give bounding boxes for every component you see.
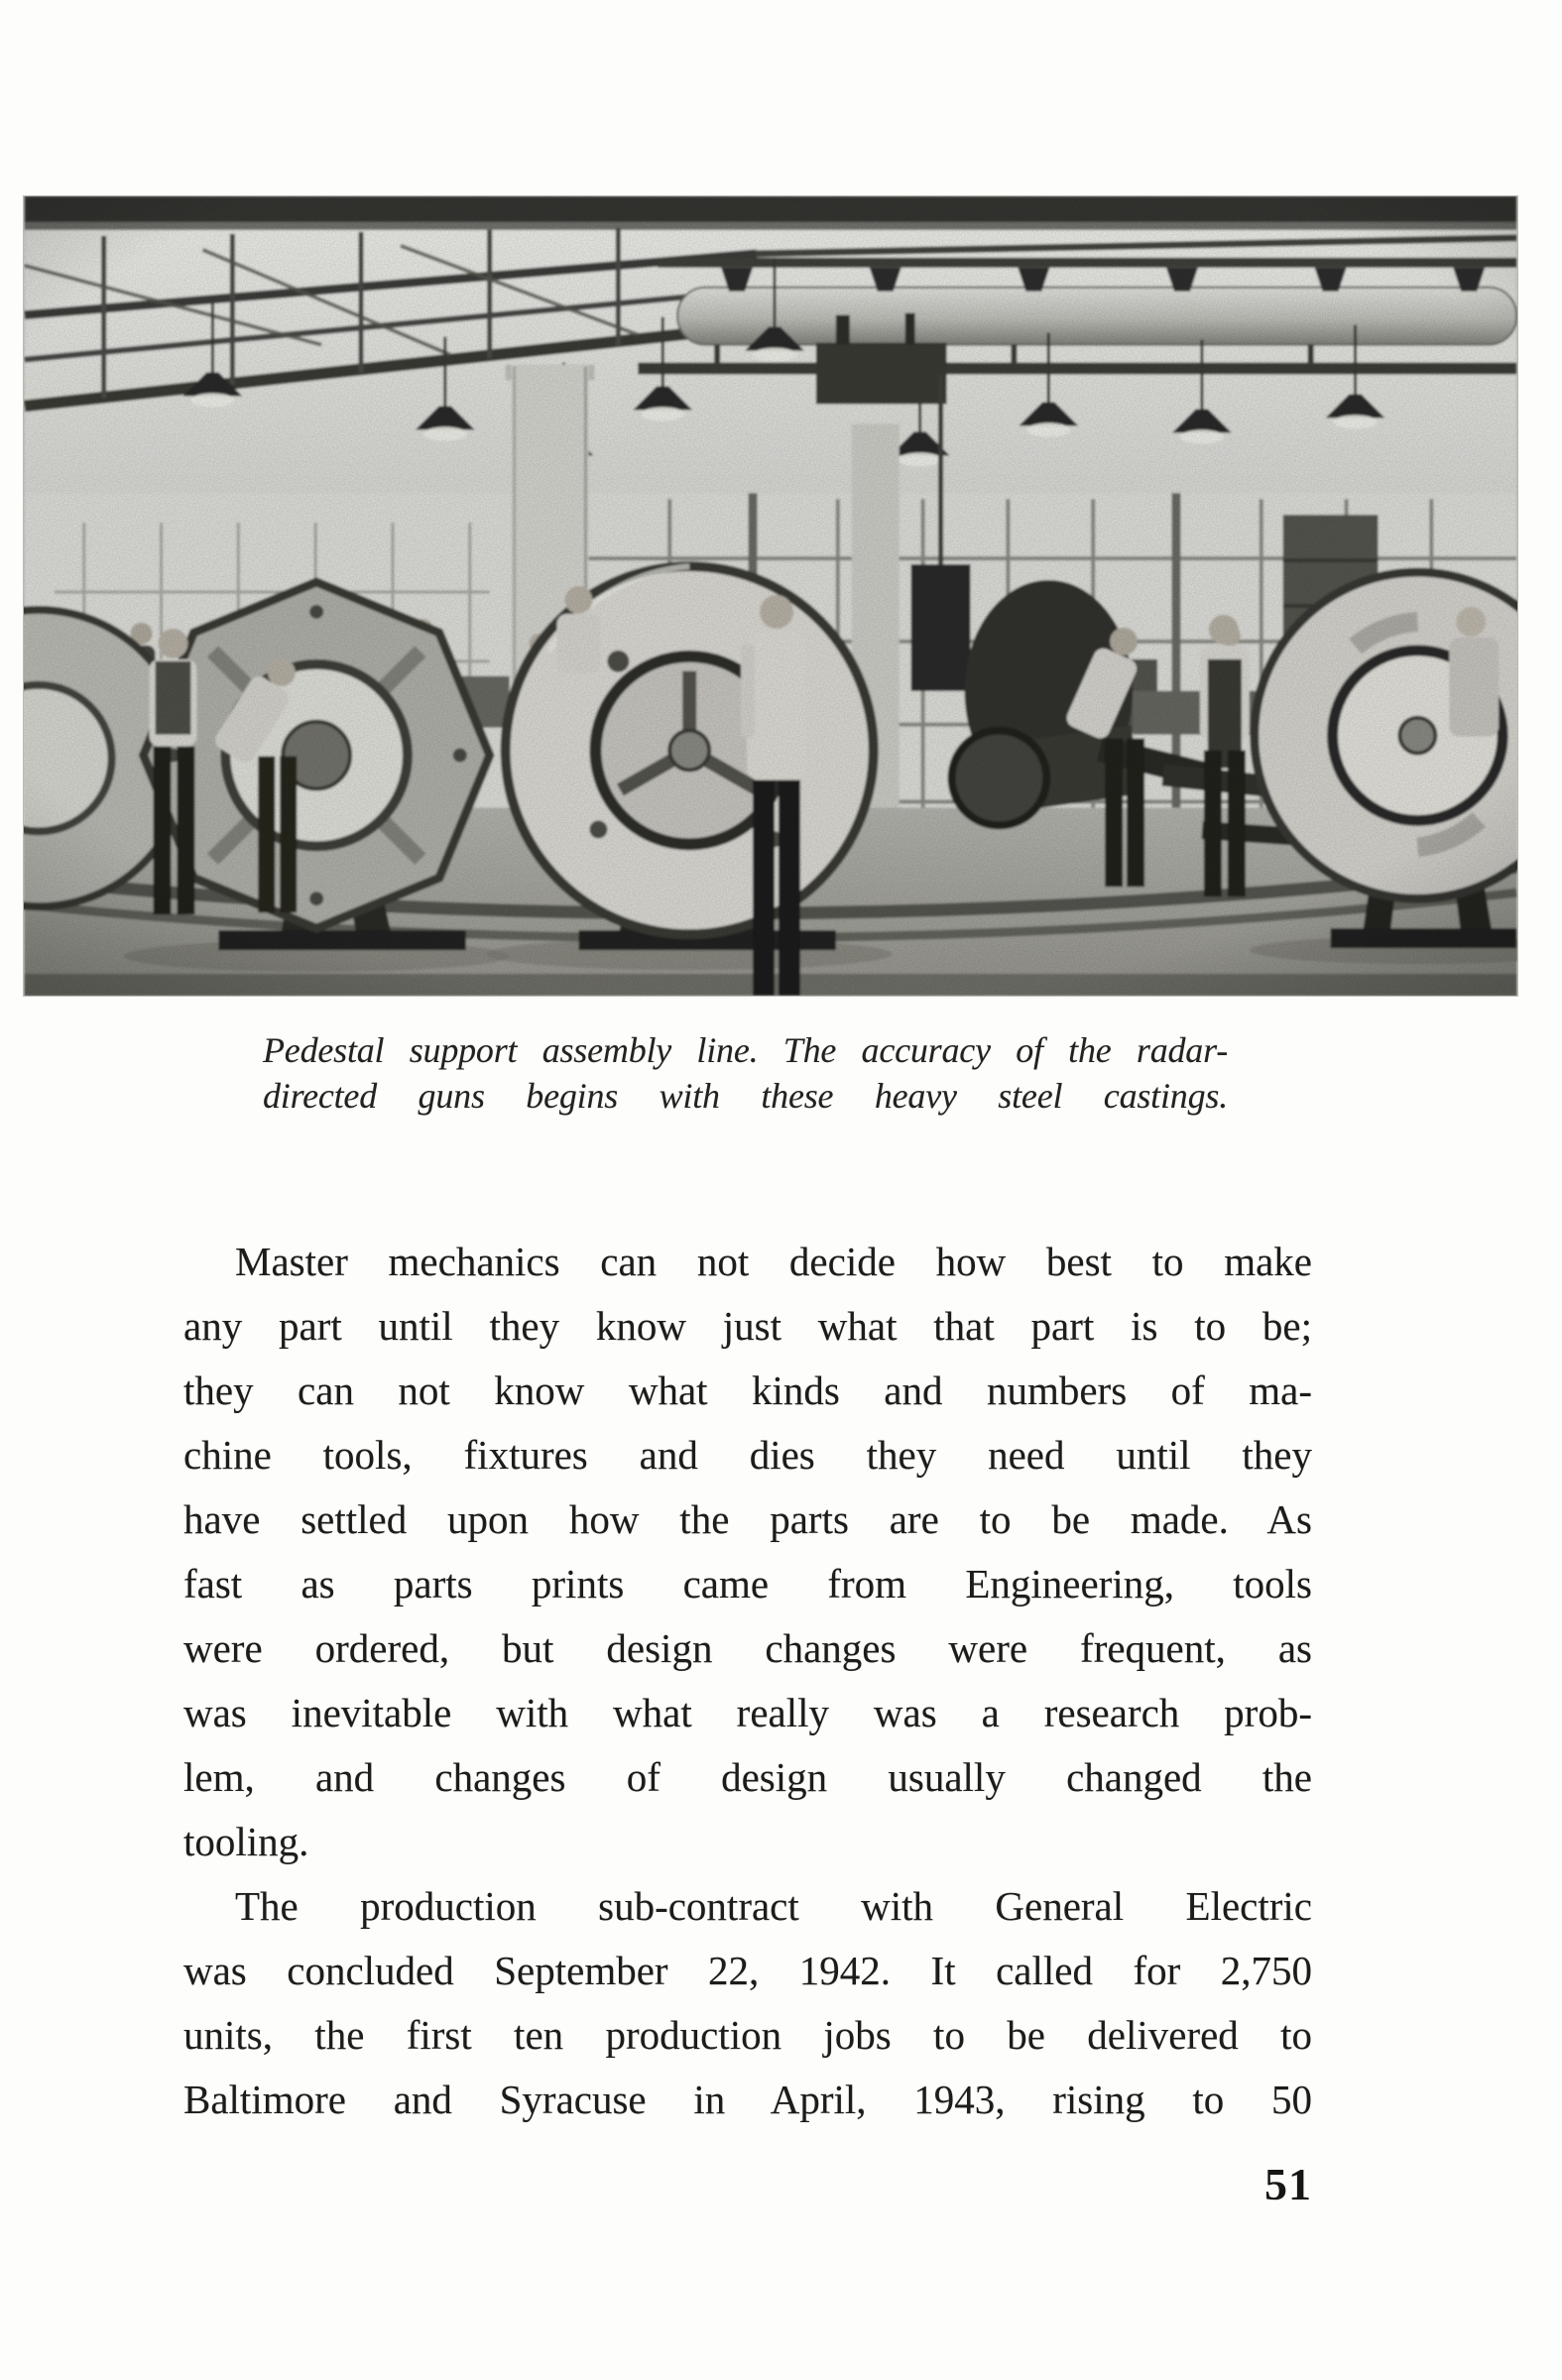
body-line: Baltimore and Syracuse in April, 1943, rising to 50 (183, 2077, 1312, 2122)
body-line: The production sub-contract with General Electric (235, 1883, 1312, 1929)
body-line: lem, and changes of design usually changed the (183, 1754, 1312, 1800)
body-line: was concluded September 22, 1942. It called for 2,750 (183, 1948, 1312, 1993)
body-line: fast as parts prints came from Engineering, tools (183, 1561, 1312, 1606)
body-line: chine tools, fixtures and dies they need until they (183, 1432, 1312, 1478)
caption-line: directed guns begins with these heavy steel castings. (263, 1076, 1228, 1116)
body-line: Master mechanics can not decide how best to make (235, 1239, 1312, 1284)
factory-photo-illustration (24, 196, 1517, 996)
body-line: any part until they know just what that part is to be; (183, 1303, 1312, 1349)
photo-caption (263, 1027, 1228, 1119)
body-line: tooling. (183, 1819, 309, 1864)
body-line: have settled upon how the parts are to be made. As (183, 1496, 1312, 1542)
body-line: units, the first ten production jobs to be delivered to (183, 2012, 1312, 2058)
caption-line: Pedestal support assembly line. The accuracy of the radar- (263, 1030, 1228, 1070)
body-line: they can not know what kinds and numbers of ma- (183, 1368, 1312, 1413)
body-line: was inevitable with what really was a research prob- (183, 1690, 1312, 1735)
factory-photo (24, 196, 1517, 996)
body-text (183, 1230, 1312, 2132)
body-line: were ordered, but design changes were frequent, as (183, 1625, 1312, 1671)
page-number: 51 (1264, 2159, 1312, 2209)
